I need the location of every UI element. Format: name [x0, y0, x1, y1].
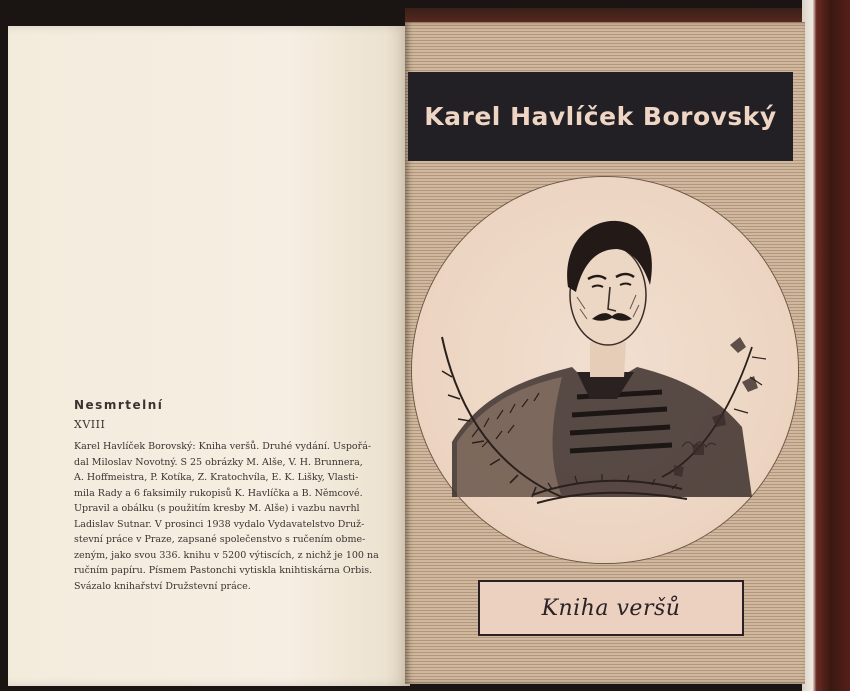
imprint-line: zeným, jako svou 336. knihu v 5200 výtiscích, z nichž je 100 na — [74, 549, 379, 561]
book-cover — [405, 22, 805, 684]
left-page — [8, 26, 410, 686]
imprint-line: stevní práce v Praze, zapsané společenstvo s ručením obme- — [74, 534, 366, 545]
imprint-line: dal Miloslav Novotný. S 25 obrázky M. Alše, V. H. Brunnera, — [74, 456, 363, 468]
imprint-line: Ladislav Sutnar. V prosinci 1938 vydalo Vydavatelstvo Druž- — [74, 518, 365, 530]
imprint-line: Karel Havlíček Borovský: Kniha veršů. Druhé vydání. Uspořá- — [74, 441, 372, 452]
engraved-portrait-icon — [412, 177, 798, 563]
imprint-text — [74, 439, 379, 594]
volume-number: XVIII — [74, 418, 106, 431]
imprint-line: Svázalo knihařství Družstevní práce. — [74, 580, 251, 592]
subtitle-label — [478, 580, 744, 636]
author-name: Karel Havlíček Borovský — [424, 102, 777, 131]
book-subtitle: Kniha veršů — [541, 595, 681, 621]
portrait-medallion — [412, 177, 798, 563]
colophon — [74, 398, 379, 594]
imprint-line: mila Rady a 6 faksimily rukopisů K. Havlíčka a B. Němcové. — [74, 487, 363, 499]
series-title: Nesmrtelní — [74, 398, 164, 412]
author-band — [408, 72, 793, 161]
book-spine-edge — [802, 0, 850, 691]
imprint-line: A. Hoffmeistra, P. Kotíka, Z. Kratochvíla, E. K. Lišky, Vlasti- — [74, 472, 359, 483]
imprint-line: ručním papíru. Písmem Pastonchi vytiskla knihtiskárna Orbis. — [74, 565, 373, 576]
imprint-line: Upravil a obálku (s použitím kresby M. Alše) i vazbu navrhl — [74, 503, 360, 514]
